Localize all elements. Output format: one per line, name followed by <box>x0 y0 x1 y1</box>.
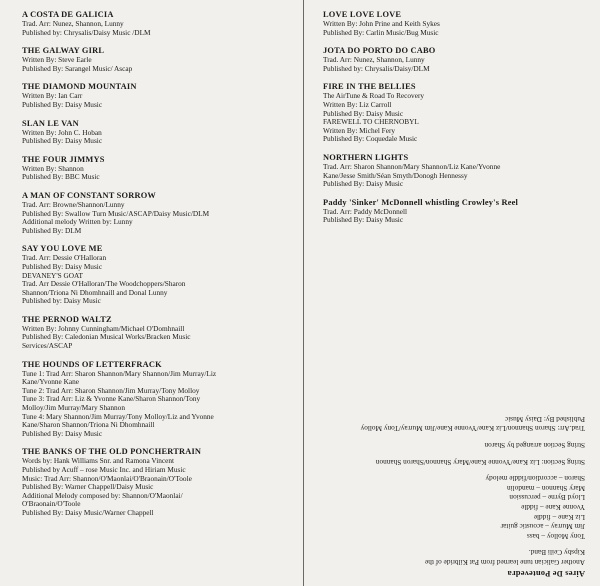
credit-line: Words by: Hank Williams Snr. and Ramona Vincent <box>22 456 175 466</box>
credit-line: Trad. Arr: Sharon Shannon/Mary Shannon/Liz Kane/Yvonne <box>323 161 501 171</box>
credit-line: Published By: BBC Music <box>22 172 100 182</box>
credit-entry <box>22 191 294 235</box>
track-title: THE FOUR JIMMYS <box>22 154 105 164</box>
credit-entry <box>22 315 294 351</box>
track-title: THE PERNOD WALTZ <box>22 314 112 324</box>
credit-line: Published By: Daisy Music <box>504 414 585 424</box>
credit-line: Liz Kane – fiddle <box>533 512 585 522</box>
track-title: SLAN LE VAN <box>22 118 79 128</box>
credit-line: Kane/Sharon Shannon/Triona Ni Dhomhnaill <box>22 420 155 430</box>
track-title: NORTHERN LIGHTS <box>323 152 409 162</box>
credit-line: Shannon/Triona Ni Dhomhnaill and Donal Lunny <box>22 287 168 297</box>
credit-line: Lloyd Byrne – percussion <box>509 493 585 503</box>
credit-line: Written By: John C. Hoban <box>22 127 102 137</box>
credit-line: Another Galician tune learned from Pat Kilbride of the <box>424 558 585 567</box>
track-title: JOTA DO PORTO DO CABO <box>323 46 436 56</box>
track-title: THE HOUNDS OF LETTERFRACK <box>22 359 162 369</box>
credit-line: Published By: Daisy Music/Warner Chappell <box>22 507 154 517</box>
credit-entry <box>323 10 585 37</box>
credit-line: Tune 2: Trad Arr: Sharon Shannon/Jim Murray/Tony Molloy <box>22 385 200 395</box>
right-column <box>323 10 585 234</box>
credit-line: Published By: DLM <box>22 225 82 235</box>
credit-line: DEVANEY'S GOAT <box>22 270 83 280</box>
credit-line: Written By: Shannon <box>22 163 84 173</box>
credit-line: Molloy/Jim Murray/Mary Shannon <box>22 403 125 413</box>
track-title: THE DIAMOND MOUNTAIN <box>22 82 137 92</box>
credit-line: Tony Molloy – bass <box>526 531 585 541</box>
track-title: LOVE LOVE LOVE <box>323 10 402 19</box>
credit-line: Trad. Arr: Nunez, Shannon, Lunny <box>323 55 425 65</box>
credit-line: Published by: Chrysalis/Daisy Music /DLM <box>22 27 151 37</box>
credit-line: Published By: Daisy Music <box>323 108 404 118</box>
credit-line: Additional melody Written by: Lunny <box>22 217 133 227</box>
credit-line: Published By: Daisy Music <box>22 136 103 146</box>
credit-line: String Section: Liz Kane/Yvonne Kane/Mary Shannon/Sharon Shannon <box>375 457 585 467</box>
credit-entry <box>22 360 294 439</box>
credit-line: Published By: Daisy Music <box>22 261 103 271</box>
credit-line: Published By: Daisy Music <box>22 428 103 438</box>
credit-entry <box>22 82 294 109</box>
credit-line: Kane/Jesse Smith/Séan Smyth/Donogh Hennessy <box>323 170 468 180</box>
credit-entry <box>323 198 585 225</box>
credit-line: Written By: Steve Earle <box>22 55 92 65</box>
credit-entry <box>22 447 294 517</box>
credit-line: Published By: Coquedale Music <box>323 134 418 144</box>
credit-line: The AirTune & Road To Recovery <box>323 91 425 101</box>
upside-down-credits <box>323 400 585 578</box>
track-title: THE BANKS OF THE OLD PONCHERTRAIN <box>22 447 202 457</box>
credit-entry <box>323 153 585 189</box>
credit-line: O'Braonain/O'Toole <box>22 499 81 509</box>
credit-line: Published by: Chrysalis/Daisy/DLM <box>323 63 430 73</box>
spacer <box>323 467 585 474</box>
credit-line: Trad. Arr: Dessie O'Halloran <box>22 253 107 263</box>
credit-entry <box>323 46 585 73</box>
spacer <box>323 433 585 440</box>
credit-line: Published By: Caledonian Musical Works/Bracken Music <box>22 332 191 342</box>
spacer <box>323 450 585 457</box>
credit-line: Tune 4: Mary Shannon/Jim Murray/Tony Molloy/Liz and Yvonne <box>22 411 214 421</box>
column-divider <box>303 0 304 586</box>
track-title: FIRE IN THE BELLIES <box>323 82 416 92</box>
credit-line: Published by: Daisy Music <box>22 296 101 306</box>
credit-line: String Section arranged by Sharon <box>484 441 585 451</box>
credit-line: Published By: Daisy Music <box>22 99 103 109</box>
credit-line: Mary Shannon – mandolin <box>506 483 585 493</box>
credit-line: FAREWELL TO CHERNOBYL <box>323 117 419 127</box>
credit-entry <box>22 10 294 37</box>
credit-line: Published By: Daisy Music <box>323 179 404 189</box>
credit-line: Written By: Michel Fery <box>323 125 396 135</box>
credit-line: Trad. Arr: Nunez, Shannon, Lunny <box>22 19 124 28</box>
credit-line: Trad. Arr Dessie O'Halloran/The Woodchoppers/Sharon <box>22 279 186 289</box>
credit-line: Published By: Swallow Turn Music/ASCAP/Daisy Music/DLM <box>22 208 210 218</box>
credit-entry <box>323 82 585 144</box>
track-title: THE GALWAY GIRL <box>22 46 105 56</box>
upside-down-title: Aires De Pontevedra <box>507 569 585 578</box>
credit-line: Published By: Carlin Music/Bug Music <box>323 27 439 37</box>
credit-entry <box>22 155 294 182</box>
credit-entry <box>22 46 294 73</box>
credit-line: Written By: Ian Carr <box>22 91 83 101</box>
credit-line: Written By: Liz Carroll <box>323 99 392 109</box>
credit-line: Kane/Yvonne Kane <box>22 377 80 387</box>
credit-line: Published By: Sarangel Music/ Ascap <box>22 63 133 73</box>
credit-line: Additional Melody composed by: Shannon/O'Maonlai/ <box>22 490 183 500</box>
credit-line: Written By: John Prine and Keith Sykes <box>323 19 440 28</box>
credit-line: Tune 1: Trad Arr: Sharon Shannon/Mary Shannon/Jim Murray/Liz <box>22 368 217 378</box>
credit-line: Trad.Arr: Sharon Shannon/Liz Kane/Yvonne Kane/Jim Murray/Tony Molloy <box>360 424 585 434</box>
credit-line: Written By: Johnny Cunningham/Michael O'Domhnaill <box>22 323 185 333</box>
credit-entry <box>22 244 294 306</box>
credit-line: Trad. Arr: Paddy McDonnell <box>323 206 408 216</box>
credit-line: Sharon – accordion/fiddle melody <box>485 474 585 484</box>
credit-line: Published By: Warner Chappell/Daisy Music <box>22 482 154 492</box>
credit-line: Kipsby Ceili Band. <box>528 548 585 558</box>
track-title: Paddy 'Sinker' McDonnell whistling Crowley's Reel <box>323 197 519 207</box>
track-title: SAY YOU LOVE ME <box>22 244 103 254</box>
credit-entry <box>22 119 294 146</box>
credit-line: Yvonne Kane – fiddle <box>521 503 585 513</box>
left-column <box>22 10 294 527</box>
credit-line: Jim Murray – acoustic guitar <box>500 522 585 532</box>
credit-line: Published By: Daisy Music <box>323 215 404 225</box>
spacer <box>323 541 585 548</box>
credit-line: Tune 3: Trad Arr: Liz & Yvonne Kane/Sharon Shannon/Tony <box>22 394 201 404</box>
track-title: A MAN OF CONSTANT SORROW <box>22 190 157 200</box>
credit-line: Published by Acuff – rose Music Inc. and Hiriam Music <box>22 465 186 474</box>
credit-line: Services/ASCAP <box>22 341 73 351</box>
credit-line: Music: Trad Arr: Shannon/O'Maonlai/O'Braonain/O'Toole <box>22 473 192 483</box>
track-title: A COSTA DE GALICIA <box>22 10 114 19</box>
credit-line: Trad. Arr: Browne/Shannon/Lunny <box>22 199 125 209</box>
